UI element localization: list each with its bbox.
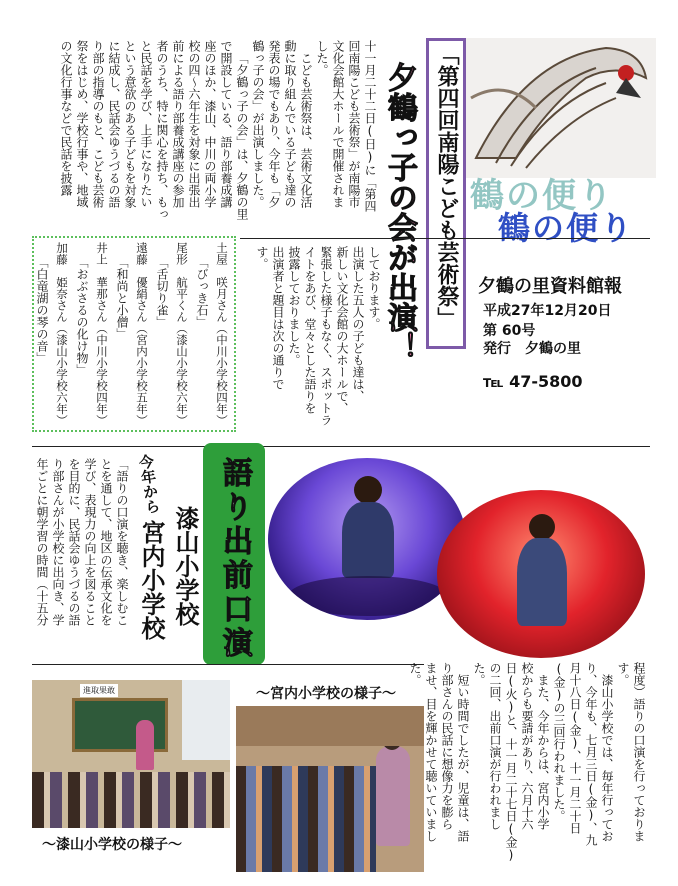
body-line: た。 xyxy=(408,662,422,686)
article-1b-line: 出演者と題目は次の通りで xyxy=(271,246,285,390)
school-name-2: 宮内小学校 xyxy=(137,520,166,640)
article-1-line: 前による語り部養成講座の参加 xyxy=(171,40,185,208)
body-line: ませ、目を輝かせて聴いていまし xyxy=(424,662,438,842)
section2-body xyxy=(408,662,647,872)
telephone: ℡ 47-5800 xyxy=(483,372,583,391)
stage-photo-1 xyxy=(268,458,466,620)
article-1-line: 座のほか、漆山、中川の両小学 xyxy=(203,40,217,208)
issue-number: 第 60号 xyxy=(483,323,536,339)
intro-line: を目的に、民話会ゆうづるの語 xyxy=(67,458,81,626)
body-line: た。 xyxy=(472,662,486,686)
body-line: 月十八日(金)、十一月二十日 xyxy=(568,662,582,834)
article-1-line: 鶴っ子の会」が出演しました。 xyxy=(251,40,265,208)
performer-title: 「びっき石」 xyxy=(195,256,209,328)
intro-line: とを通して、地区の伝承文化を xyxy=(99,458,113,626)
article-1-line: 「夕鶴っ子の会」は、夕鶴の里 xyxy=(235,52,249,220)
caption-miyauchi: ～宮内小学校の様子～ xyxy=(256,686,396,702)
article-1b-line: 出演した五人の子ども達は、 xyxy=(351,246,365,402)
headline: 夕鶴っ子の会が出演！ xyxy=(382,62,417,362)
performer-title: 「舌切り雀」 xyxy=(155,256,169,328)
school-name-1: 漆山小学校 xyxy=(171,506,200,626)
performer-name: 遠藤 優絹さん（宮内小学校五年） xyxy=(135,242,149,426)
article-1-line: 文化会館大ホールで開催されま xyxy=(331,40,345,208)
body-line: り部さんの民話に想像力を膨ら xyxy=(440,662,454,830)
intro-line: 年ごとに朝学習の時間（十五分 xyxy=(35,458,49,626)
article-1-line: と民話を学び、上手になりたい xyxy=(139,40,153,208)
event-title-box xyxy=(426,38,466,349)
section-banner-text: 語り出前口演 xyxy=(217,457,252,661)
article-1-line: という意欲のある子どもを対象 xyxy=(123,40,137,208)
floor xyxy=(236,706,424,746)
divider-top xyxy=(240,238,650,239)
board-sign: 進取果敢 xyxy=(80,684,118,697)
performer-name: 井上 華那さん（中川小学校四年） xyxy=(95,242,109,426)
body-line: す。 xyxy=(616,662,630,686)
urushiyama-classroom-photo xyxy=(32,680,230,828)
intro-line: 「語りの口演を聴き、楽しむこ xyxy=(115,458,129,626)
performer-title: 「和尚と小僧」 xyxy=(115,256,129,340)
window xyxy=(182,680,230,760)
performer-name: 土屋 咲月さん（中川小学校四年） xyxy=(215,242,229,426)
performer-title: 「白竜湖の琴の音」 xyxy=(35,256,49,364)
storyteller-figure xyxy=(376,746,410,846)
article-1-line: 祭をはじめ、学校行事や、地域 xyxy=(75,40,89,208)
body-line: また、今年からは、宮内小学 xyxy=(536,674,550,830)
publication-date: 平成27年12月20日 xyxy=(483,303,612,319)
article-1-line: した。 xyxy=(315,40,329,76)
article-1-line: 動に取り組んでいる子ども達の xyxy=(283,40,297,208)
performer-name: 尾形 航平くん（漆山小学校六年） xyxy=(175,242,189,426)
article-1-line: の文化行事などで民話を披露 xyxy=(59,40,73,196)
performer-title: 「おぶさるの化け物」 xyxy=(75,256,89,376)
performers-box xyxy=(32,236,236,432)
article-1-line: 発表の場でもあり、今年も「夕 xyxy=(267,40,281,208)
event-title: 「第四回南陽こども芸術祭」 xyxy=(434,43,459,329)
intro-line: り部さんが小学校に出向き、学 xyxy=(51,458,65,626)
article-1b-line: 披露しておりました。 xyxy=(287,246,301,366)
article-1-line: 十一月二十二日(日)に「第四 xyxy=(363,40,377,212)
logo-text-1: 鶴の便り xyxy=(470,176,614,216)
article-1b xyxy=(252,246,382,436)
section2-intro xyxy=(34,458,130,654)
article-1b-line: イトをあび、堂々とした語りを xyxy=(303,246,317,414)
performer-name: 加藤 姫奈さん（漆山小学校六年） xyxy=(55,242,69,426)
intro-line: 学び、表現力の向上を図ること xyxy=(83,458,97,626)
floor xyxy=(288,576,448,616)
article-1-line: こども芸術祭は、芸術文化活 xyxy=(299,52,313,208)
teacher-figure xyxy=(136,720,154,770)
students-group xyxy=(236,766,376,872)
article-1-line: 回南陽こども芸術祭」が南陽市 xyxy=(347,40,361,208)
article-1b-line: 新しい文化会館の大ホールで、 xyxy=(335,246,349,414)
body-line: 校からも要請があり、六月十六 xyxy=(520,662,534,830)
performer-figure xyxy=(354,476,382,504)
section-banner xyxy=(203,443,265,665)
crane-illustration xyxy=(466,38,656,178)
body-line: の二回、出前口演が行われまし xyxy=(488,662,502,830)
article-1-line: 校の四～六年生を対象に出張出 xyxy=(187,40,201,208)
divider-middle xyxy=(32,446,650,447)
body-line: (金)の三回行われました。 xyxy=(552,662,566,822)
logo-text-2: 鶴の便り xyxy=(498,209,635,247)
article-1 xyxy=(40,40,378,238)
body-line: り、今年も、七月三日(金)、九 xyxy=(584,662,598,846)
new-label: 今年から xyxy=(135,453,163,515)
publisher: 発行 夕鶴の里 xyxy=(483,341,581,357)
performer-figure xyxy=(342,502,394,578)
divider-lower xyxy=(32,664,424,665)
performer-figure xyxy=(529,514,555,540)
students-group xyxy=(32,772,230,828)
article-1-line: で開設している、語り部養成講 xyxy=(219,40,233,208)
article-1b-line: 緊張した様子もなく、スポットラ xyxy=(319,246,333,426)
article-1-line: 者のうち、特に関心を持ち、もっ xyxy=(155,40,169,220)
performer-figure xyxy=(517,538,567,626)
caption-urushiyama: ～漆山小学校の様子～ xyxy=(42,837,182,853)
article-1b-line: しております。 xyxy=(367,246,381,330)
miyauchi-classroom-photo xyxy=(236,706,424,872)
body-line: 程度）語りの口演を行っておりま xyxy=(632,662,646,842)
stage-photo-2 xyxy=(437,490,645,658)
body-line: 日(火)と、十一月二十七日(金) xyxy=(504,662,518,862)
article-1b-line: す。 xyxy=(255,246,269,270)
body-line: 短い時間でしたが、児童は、語 xyxy=(456,674,470,842)
article-1-line: に結成し、民話会ゆうづるの語 xyxy=(107,40,121,208)
article-1-line: り部の指導のもと、こども芸術 xyxy=(91,40,105,208)
publication-name: 夕鶴の里資料館報 xyxy=(478,276,622,297)
body-line: 漆山小学校では、毎年行ってお xyxy=(600,674,614,842)
